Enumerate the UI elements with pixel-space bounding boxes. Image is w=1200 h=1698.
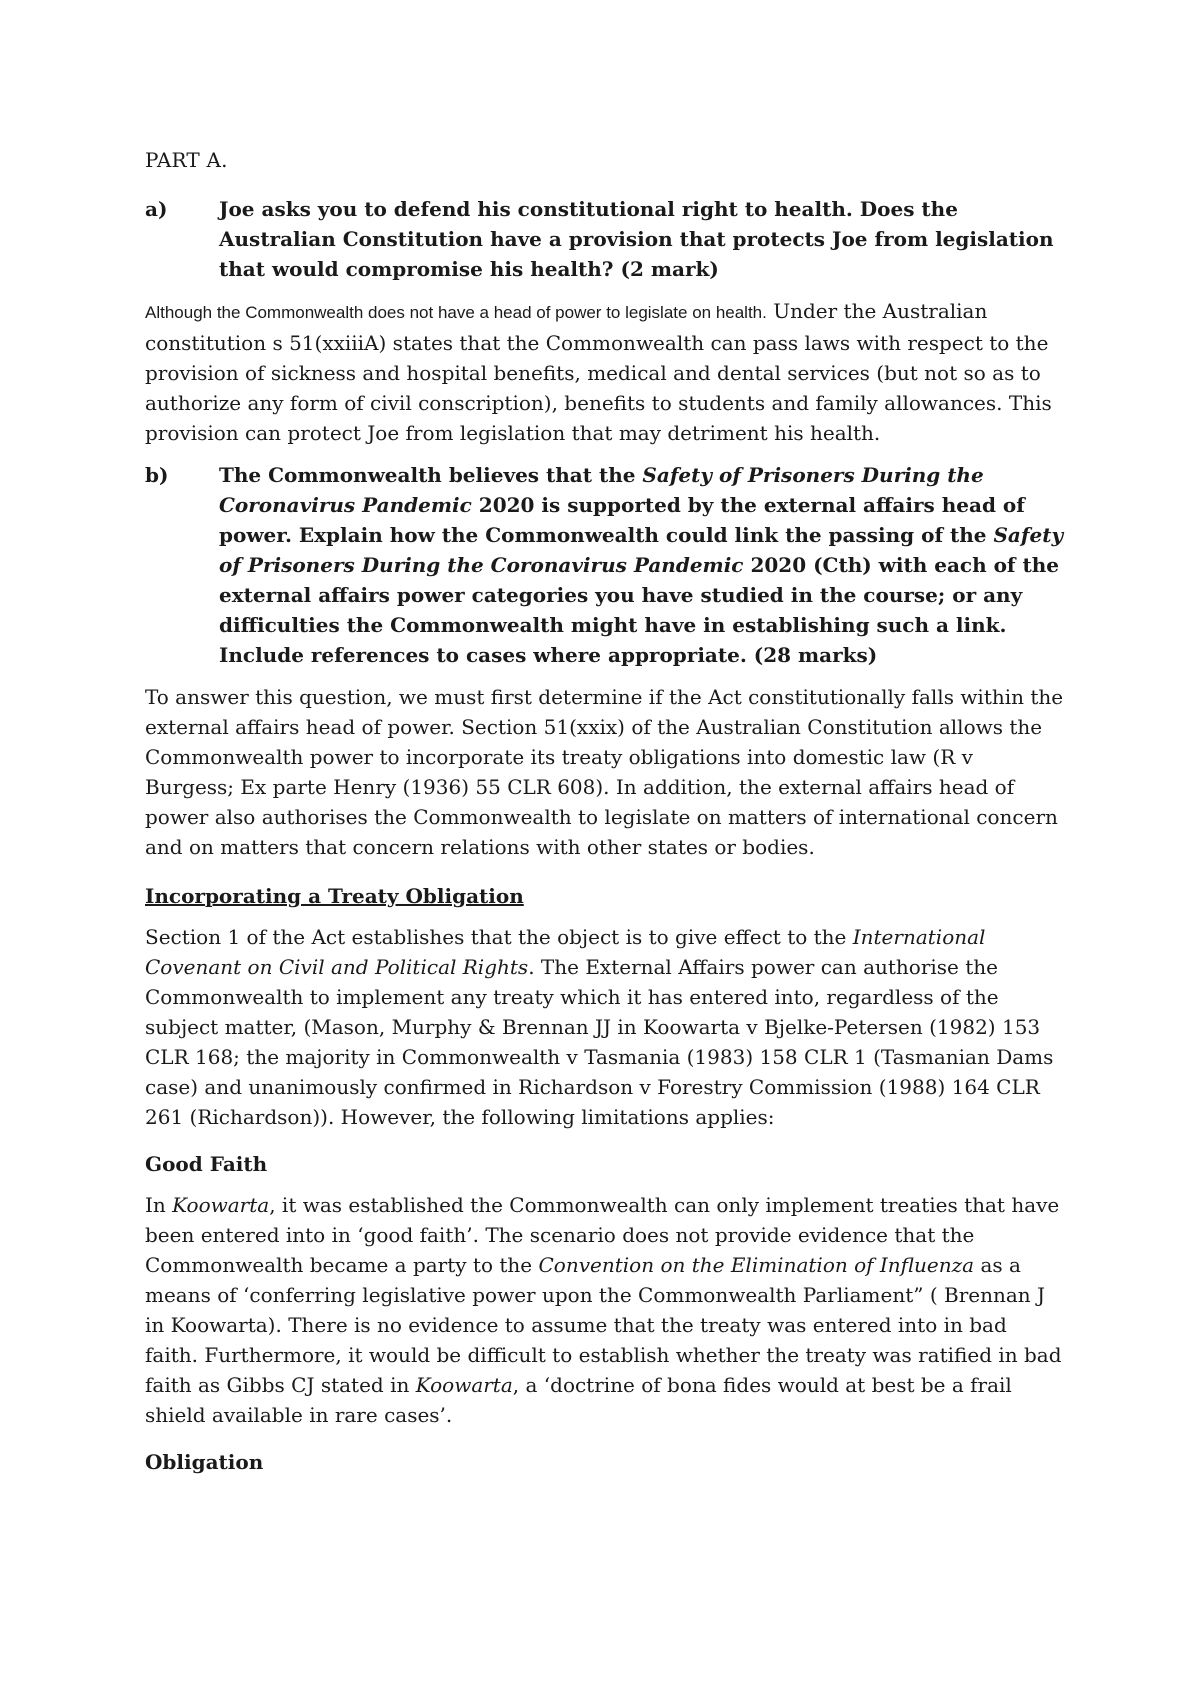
question-a-text: Joe asks you to defend his constitutional right to health. Does the Australian Constitution have a provision that protects Joe from legislation that would compromise his health? (2 mark) <box>219 197 1054 281</box>
answer-a-lead: Although the Commonwealth does not have a head of power to legislate on health. <box>145 303 767 322</box>
treaty-text-part: . The External Affairs power can authorise the Commonwealth to implement any treaty which it has entered into, regardless of the subject matter, (Mason, Murphy & Brennan JJ in Koowarta v Bjelke-Petersen (1982) 153 CLR 168; the majority in Commonwealth v Tasmania (1983) 158 CLR 1 (Tasmanian Dams case) and unanimously confirmed in Richardson v Forestry Commission (1988) 164 CLR 261 (Richardson)). However, the following limitations applies: <box>145 955 1054 1129</box>
heading-obligation: Obligation <box>145 1450 264 1474</box>
good-faith-text-part: In <box>145 1193 173 1217</box>
heading-good-faith: Good Faith <box>145 1152 268 1176</box>
part-title: PART A. <box>145 148 228 172</box>
heading-treaty-obligation: Incorporating a Treaty Obligation <box>145 884 524 908</box>
treaty-paragraph <box>145 922 1065 1132</box>
question-b <box>145 460 1065 670</box>
act-title: Safety of Prisoners During the Coronavirus Pandemic <box>219 523 1064 577</box>
good-faith-text-part: as a means of ‘conferring legislative power upon the Commonwealth Parliament” ( Brennan J in Koowarta). There is no evidence to assume that the treaty was entered into in bad faith. Furthermore, it would be difficult to establish whether the treaty was ratified in bad faith as Gibbs CJ stated in <box>145 1253 1062 1397</box>
good-faith-paragraph <box>145 1190 1065 1430</box>
good-faith-text-part: , a ‘doctrine of bona fides would at best be a frail shield available in rare cases’. <box>145 1373 1012 1427</box>
good-faith-text-part: , it was established the Commonwealth can only implement treaties that have been entered into in ‘good faith’. The scenario does not provide evidence that the Commonwealth became a party to the <box>145 1193 1060 1277</box>
treaty-text-part: Section 1 of the Act establishes that the object is to give effect to the <box>145 925 853 949</box>
answer-a-body: Under the Australian constitution s 51(xxiiiA) states that the Commonwealth can pass laws with respect to the provision of sickness and hospital benefits, medical and dental services (but not so as to authorize any form of civil conscription), benefits to students and family allowances. This provision can protect Joe from legislation that may detriment his health. <box>145 299 1052 445</box>
document-page <box>145 148 1065 1488</box>
answer-b-intro: To answer this question, we must first determine if the Act constitutionally falls within the external affairs head of power. Section 51(xxix) of the Australian Constitution allows the Commonwealth power to incorporate its treaty obligations into domestic law (R v Burgess; Ex parte Henry (1936) 55 CLR 608). In addition, the external affairs head of power also authorises the Commonwealth to legislate on matters of international concern and on matters that concern relations with other states or bodies. <box>145 685 1064 859</box>
question-a <box>145 194 1065 284</box>
case-name: Koowarta <box>172 1193 270 1217</box>
act-title: Safety of Prisoners During the Coronavirus Pandemic <box>219 463 984 517</box>
question-b-text-part: 2020 is supported by the external affairs head of power. Explain how the Commonwealth could link the passing of the <box>219 493 1025 547</box>
convention-title: Convention on the Elimination of Influenza <box>538 1253 975 1277</box>
question-a-label: a) <box>145 197 168 221</box>
question-b-text-part: The Commonwealth believes that the <box>219 463 643 487</box>
question-b-text-part: 2020 (Cth) with each of the external affairs power categories you have studied in the course; or any difficulties the Commonwealth might have in establishing such a link. Include references to cases where appropriate. (28 marks) <box>219 553 1059 667</box>
case-name: Koowarta <box>415 1373 513 1397</box>
covenant-title: International Covenant on Civil and Political Rights <box>145 925 986 979</box>
answer-a <box>145 296 1065 448</box>
question-b-text <box>219 460 1065 670</box>
question-b-label: b) <box>145 463 169 487</box>
